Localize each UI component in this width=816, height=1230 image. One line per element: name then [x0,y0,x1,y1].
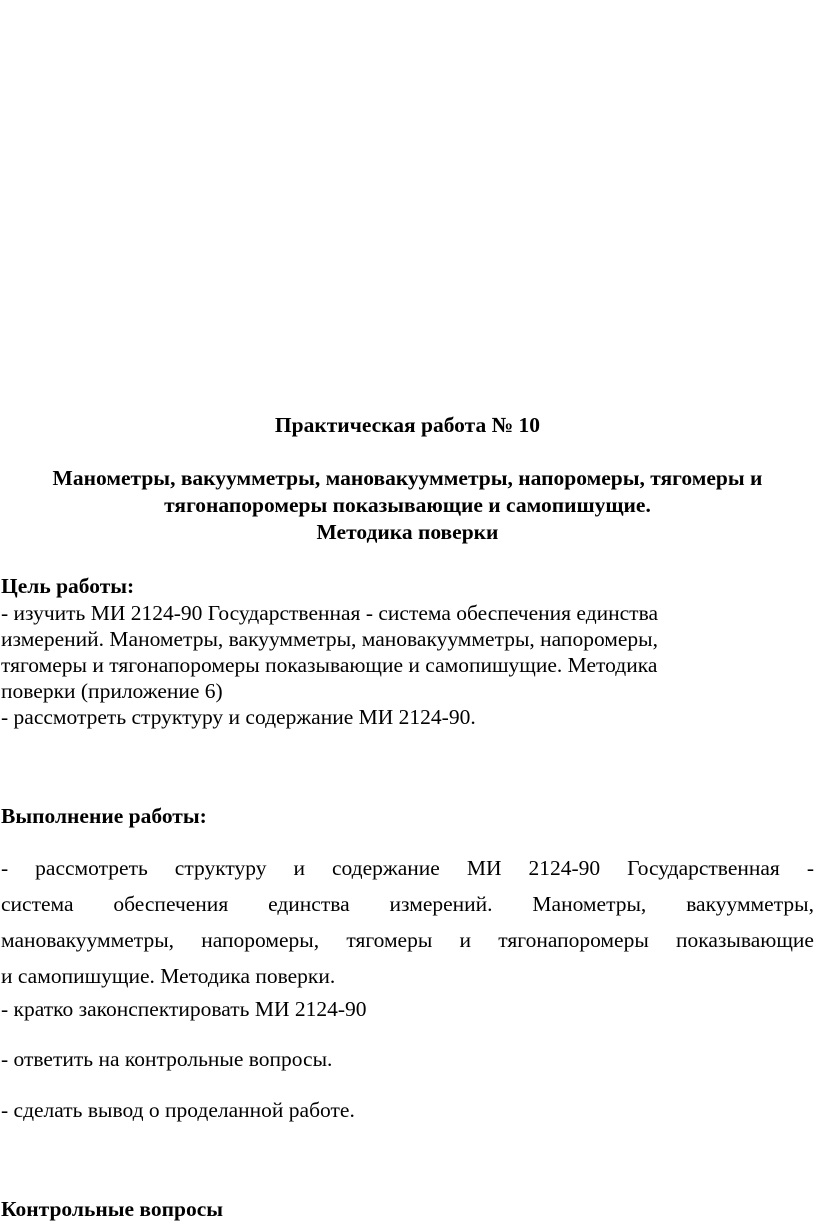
goal-heading: Цель работы: [1,574,135,598]
goal-line: - изучить МИ 2124-90 Государственная - система обеспечения единства [1,601,658,625]
execution-line: и самопишущие. Методика поверки. [1,964,336,988]
subtitle-line: тягонапоромеры показывающие и самопишущие. [164,493,651,517]
subtitle-line: Методика поверки [316,520,499,544]
subtitle-line: Манометры, вакуумметры, мановакуумметры, напоромеры, тягомеры и [52,466,763,490]
goal-line: измерений. Манометры, вакуумметры, мановакуумметры, напоромеры, [1,627,658,651]
execution-paragraph [1,850,814,994]
execution-item: - ответить на контрольные вопросы. [1,1047,333,1071]
document-subtitle [1,465,814,546]
goal-line: тягомеры и тягонапоромеры показывающие и самопишущие. Методика [1,653,658,677]
goal-line: - рассмотреть структуру и содержание МИ 2124-90. [1,705,476,729]
goal-line: поверки (приложение 6) [1,679,223,703]
execution-line: - рассмотреть структуру и содержание МИ 2124-90 Государственная - [1,856,814,880]
execution-item: - сделать вывод о проделанной работе. [1,1098,355,1122]
control-questions-heading: Контрольные вопросы [1,1197,224,1221]
execution-heading: Выполнение работы: [1,804,207,828]
execution-line: система обеспечения единства измерений. Манометры, вакуумметры, [1,892,814,916]
goal-body [1,600,814,730]
execution-item: - кратко законспектировать МИ 2124-90 [1,997,367,1021]
page-title: Практическая работа № 10 [274,413,541,437]
execution-line: мановакуумметры, напоромеры, тягомеры и тягонапоромеры показывающие [1,928,814,952]
